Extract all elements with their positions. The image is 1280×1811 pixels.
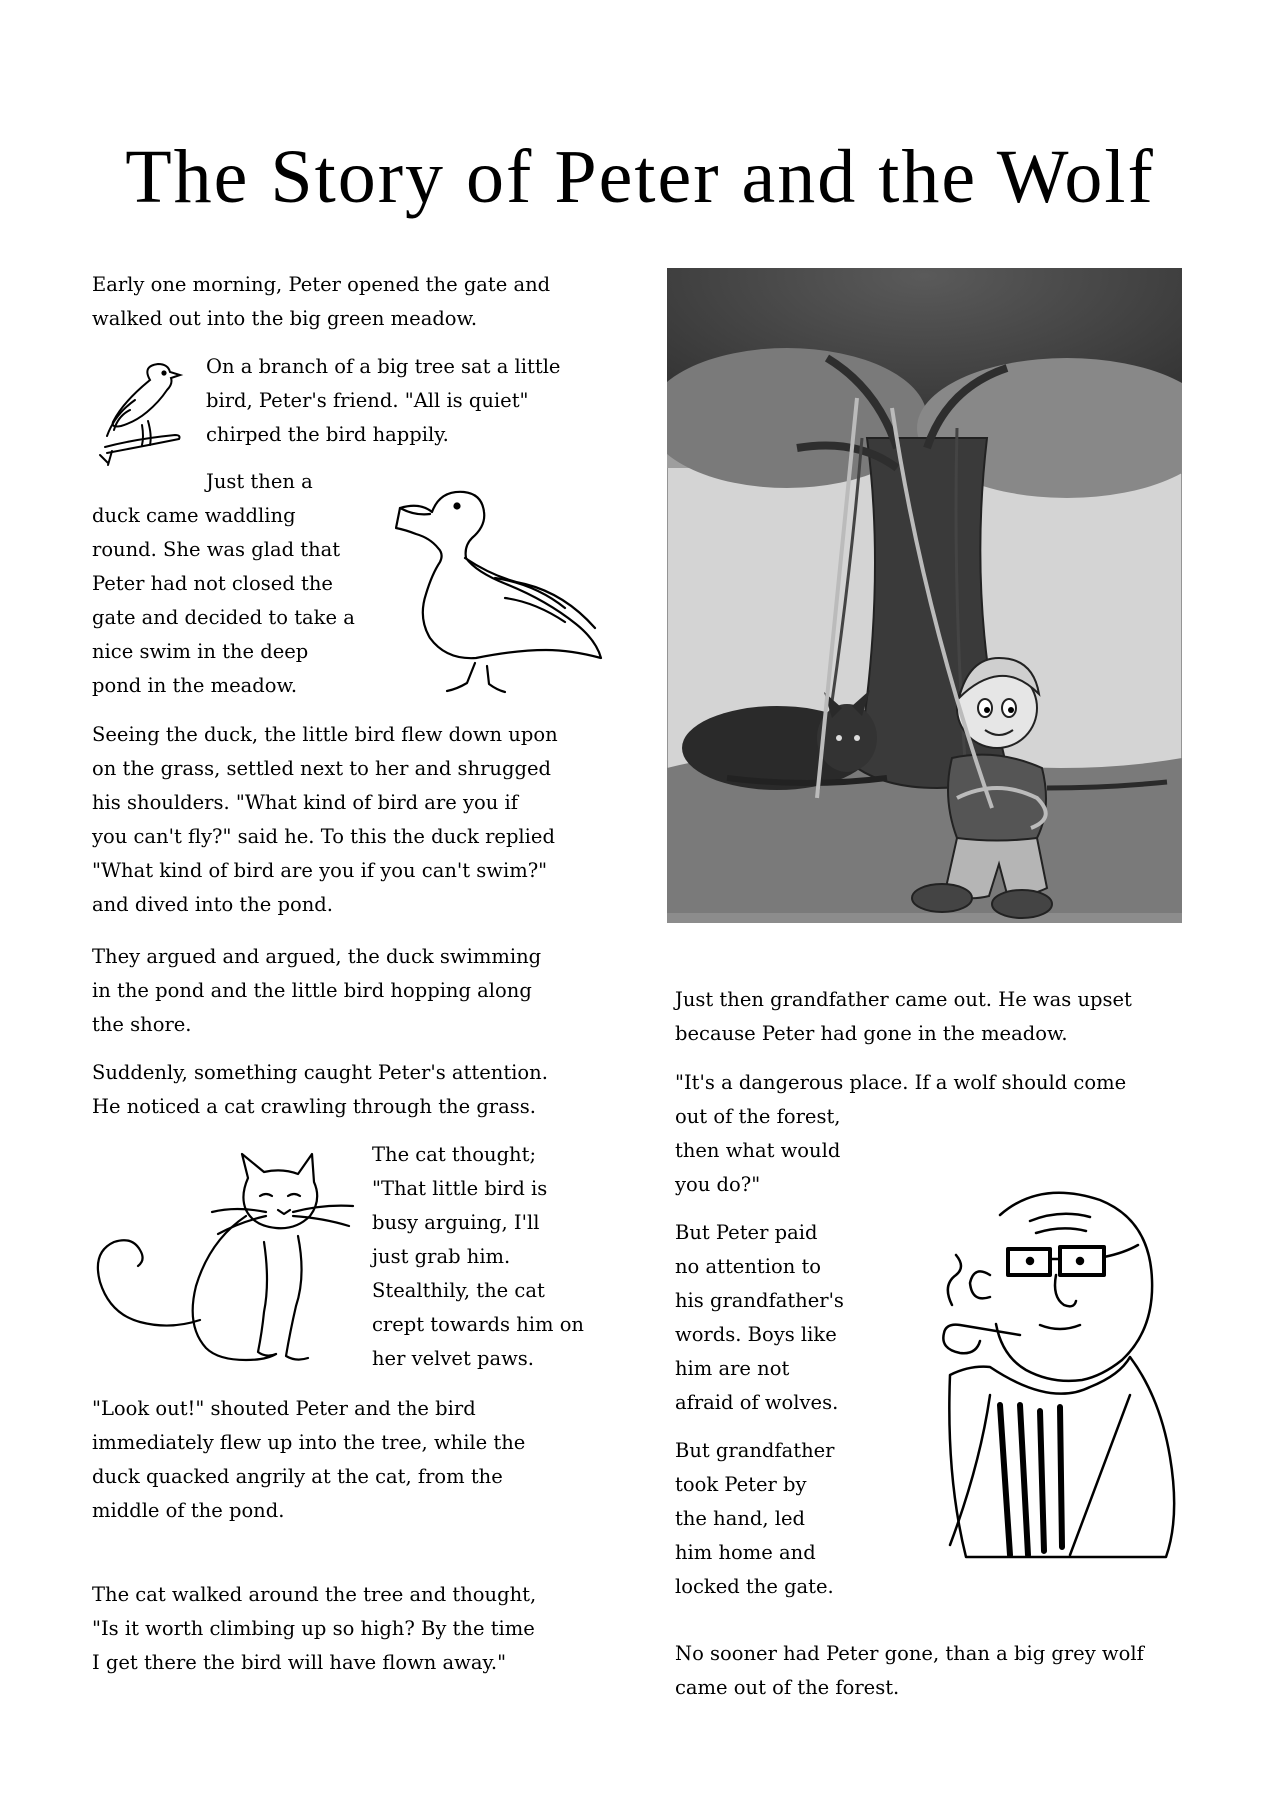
paragraph-look-out: "Look out!" shouted Peter and the bird immediately flew up into the tree, while the duck quacked angrily at the cat, from the middle of the pond.: [92, 1397, 526, 1522]
paragraph-morning: Early one morning, Peter opened the gate and walked out into the big green meadow.: [92, 273, 551, 330]
paragraph-led-home: But grandfather took Peter by the hand, led him home and locked the gate.: [675, 1439, 835, 1598]
page-title: The Story of Peter and the Wolf: [125, 135, 1155, 219]
paragraph-dangerous-intro: "It's a dangerous place. If a wolf should come: [675, 1071, 1127, 1094]
paragraph-no-attention: But Peter paid no attention to his grandfather's words. Boys like him are not afraid of wolves.: [675, 1221, 844, 1414]
paragraph-cat-noticed: Suddenly, something caught Peter's attention. He noticed a cat crawling through the grass.: [92, 1061, 548, 1118]
peter-wolf-tree-illustration: [667, 268, 1182, 923]
paragraph-cat-tree: The cat walked around the tree and thought, "Is it worth climbing up so high? By the time I get there the bird will have flown away.": [92, 1583, 537, 1674]
paragraph-wolf-came: No sooner had Peter gone, than a big grey wolf came out of the forest.: [675, 1642, 1144, 1699]
paragraph-duck: duck came waddling round. She was glad that Peter had not closed the gate and decided to take a nice swim in the deep pond in the meadow.: [92, 504, 355, 697]
paragraph-dangerous: out of the forest, then what would you do?": [675, 1105, 841, 1196]
paragraph-argument: Seeing the duck, the little bird flew down upon on the grass, settled next to her and shrugged his shoulders. "What kind of bird are you if you can't fly?" said he. To this the duck replied "What kind of bird are you if you can't swim?" and dived into the pond.: [92, 723, 558, 916]
paragraph-bird: On a branch of a big tree sat a little bird, Peter's friend. "All is quiet" chirped the bird happily.: [206, 355, 561, 446]
paragraph-duck-intro: Just then a: [206, 470, 313, 493]
paragraph-arguing: They argued and argued, the duck swimming in the pond and the little bird hopping along the shore.: [92, 945, 542, 1036]
paragraph-cat-thought: The cat thought; "That little bird is busy arguing, I'll just grab him. Stealthily, the cat crept towards him on her velvet paws.: [372, 1143, 584, 1370]
bird-illustration: [90, 355, 190, 470]
cat-illustration: [88, 1150, 363, 1370]
paragraph-grandfather-came: Just then grandfather came out. He was upset because Peter had gone in the meadow.: [675, 988, 1132, 1045]
duck-illustration: [395, 488, 620, 698]
grandfather-illustration: [880, 1175, 1180, 1565]
